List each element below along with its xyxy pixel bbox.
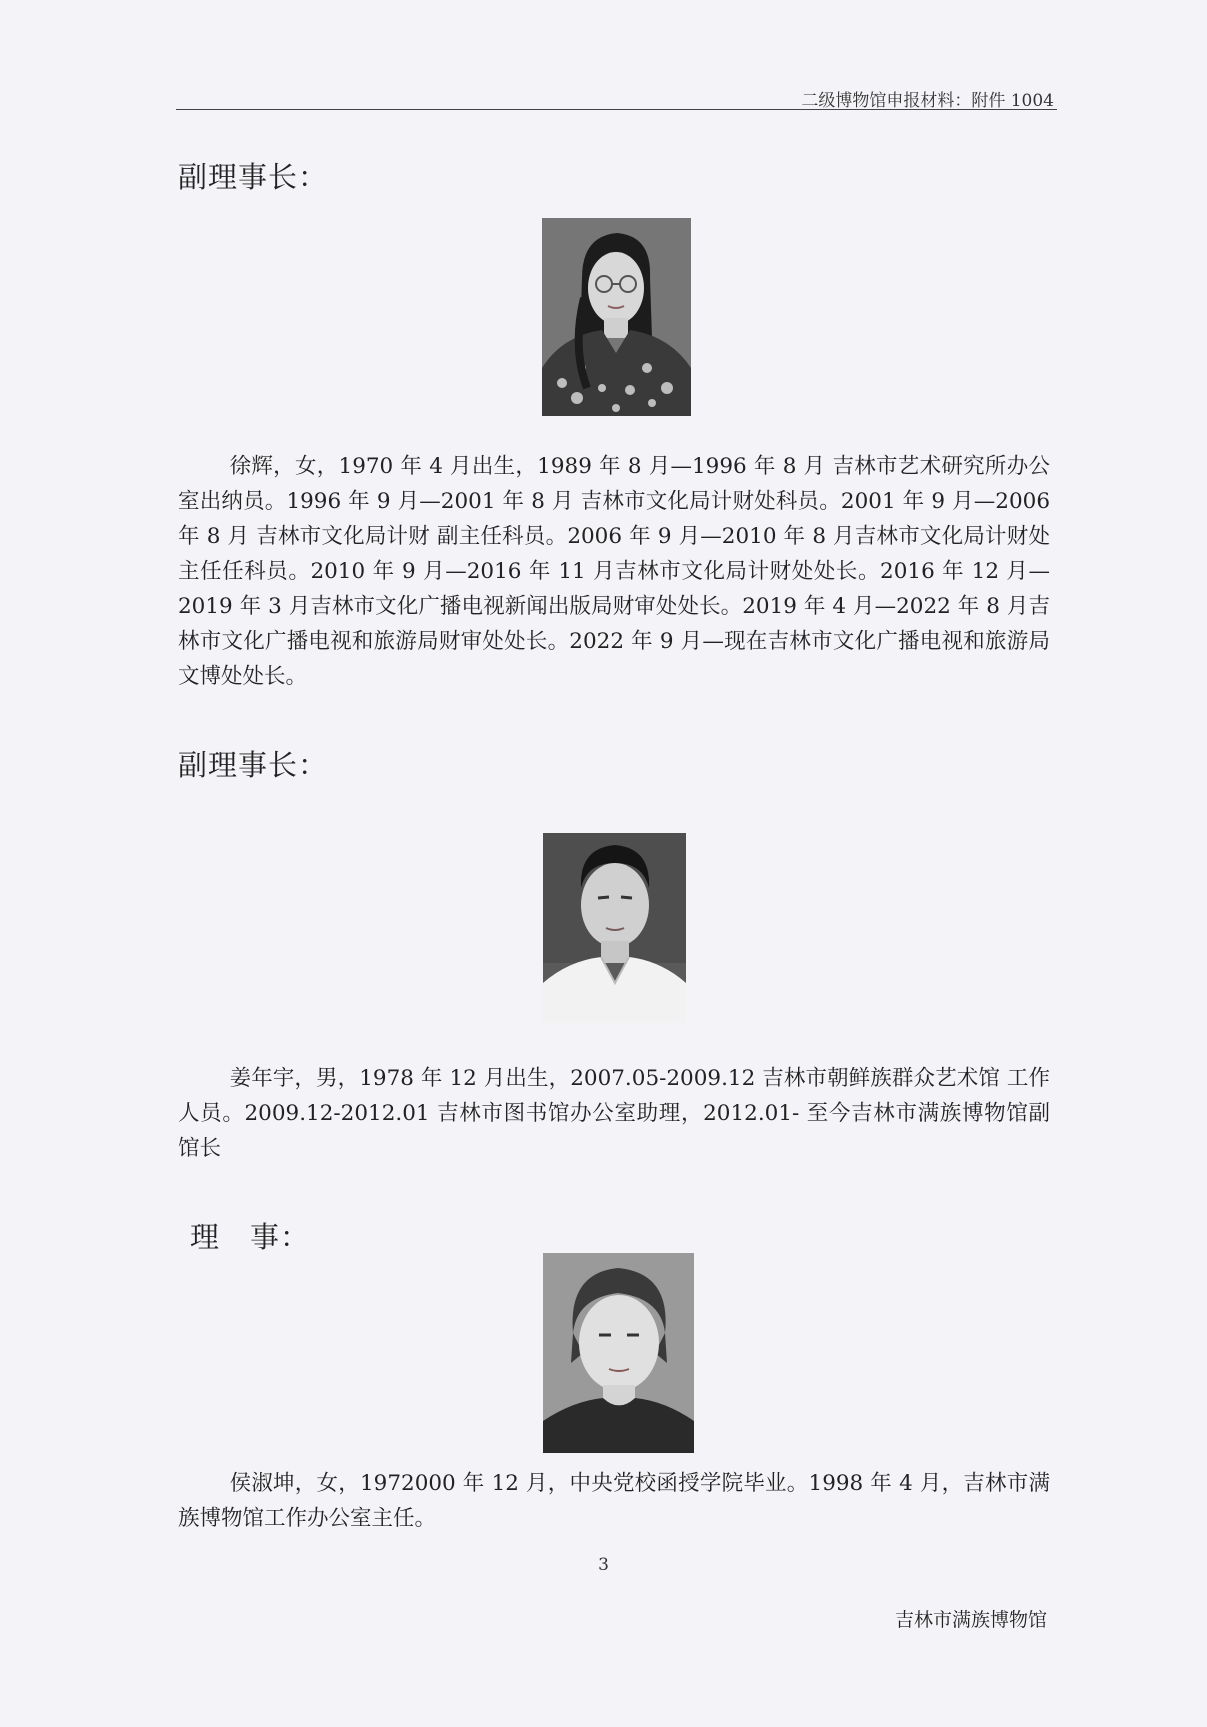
section-title-vice-chair-1: 副理事长：: [178, 160, 329, 194]
portrait-woman-dark-sweater-icon: [543, 1253, 694, 1453]
portrait-photo-jiang-nianyu: [543, 833, 686, 1023]
portrait-photo-xu-hui: [542, 218, 691, 416]
footer-museum-name: 吉林市满族博物馆: [894, 1609, 1047, 1631]
header-divider: [176, 109, 1057, 110]
bio-jiang-nianyu: 姜年宇，男，1978 年 12 月出生，2007.05-2009.12 吉林市朝鲜族群众艺术馆 工作人员。2009.12-2012.01 吉林市图书馆办公室助理，2012.01- 至今吉林市满族博物馆副馆长: [178, 1066, 1050, 1161]
page-number: 3: [598, 1555, 609, 1575]
bio-xu-hui: 徐辉，女，1970 年 4 月出生，1989 年 8 月—1996 年 8 月 吉林市艺术研究所办公室出纳员。1996 年 9 月—2001 年 8 月 吉林市文化局计财处科员。2001 年 9 月—2006 年 8 月 吉林市文化局计财 副主任科员。2006 年 9 月—2010 年 8 月吉林市文化局计财处主任任科员。2010 年 9 月—2016 年 11 月吉林市文化局计财处处长。2016 年 12 月—2019 年 3 月吉林市文化广播电视新闻出版局财审处处长。2019 年 4 月—2022 年 8 月吉林市文化广播电视和旅游局财审处处长。2022 年 9 月—现在吉林市文化广播电视和旅游局文博处处长。: [178, 454, 1050, 689]
portrait-woman-glasses-floral-icon: [542, 218, 691, 416]
portrait-man-white-shirt-icon: [543, 833, 686, 1023]
portrait-photo-hou-shukun: [543, 1253, 694, 1453]
header-title: 二级博物馆申报材料：附件 1004: [801, 91, 1054, 111]
bio-hou-shukun: 侯淑坤，女，1972000 年 12 月，中央党校函授学院毕业。1998 年 4 月，吉林市满族博物馆工作办公室主任。: [178, 1471, 1050, 1531]
section-title-vice-chair-2: 副理事长：: [178, 748, 329, 782]
section-title-director: 理 事：: [190, 1220, 311, 1254]
